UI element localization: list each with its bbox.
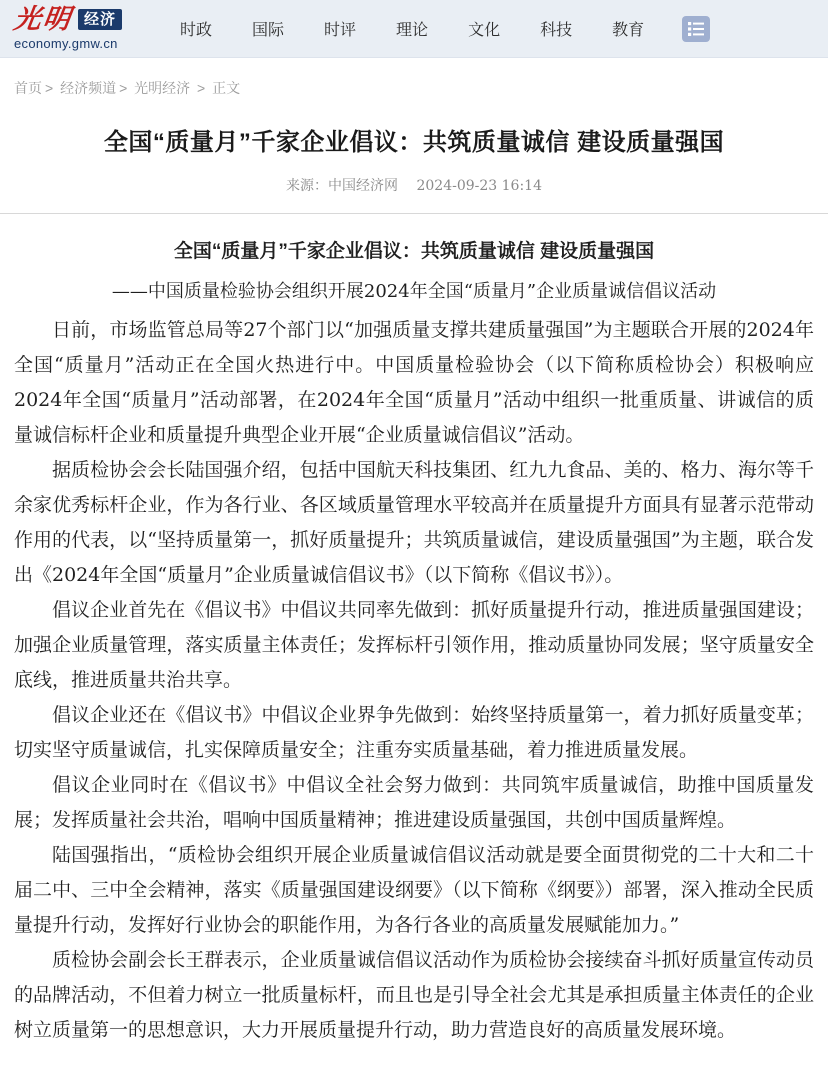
breadcrumb [0, 58, 828, 98]
breadcrumb-separator: > [197, 80, 206, 96]
article-paragraph: 据质检协会会长陆国强介绍，包括中国航天科技集团、红九九食品、美的、格力、海尔等千余家优秀标杆企业，作为各行业、各区域质量管理水平较高并在质量提升方面具有显著示范带动作用的代表，以“坚持质量第一，抓好质量提升；共筑质量诚信，建设质量强国”为主题，联合发出《2024年全国“质量月”企业质量诚信倡议书》（以下简称《倡议书》）。 [14, 459, 814, 586]
brand-channel-badge: 经济 [78, 9, 122, 30]
breadcrumb-channel[interactable]: 经济频道 [60, 80, 117, 96]
breadcrumb-home[interactable]: 首页 [14, 80, 42, 96]
article-paragraphs [14, 313, 814, 1048]
nav-item-shiping[interactable]: 时评 [324, 22, 357, 39]
publish-datetime: 2024-09-23 16:14 [416, 178, 542, 194]
main-nav [160, 9, 664, 48]
nav-item-jiaoyu[interactable]: 教育 [612, 22, 645, 39]
article-paragraph: 倡议企业还在《倡议书》中倡议企业界争先做到：始终坚持质量第一，着力抓好质量变革；切实坚守质量诚信，扎实保障质量安全；注重夯实质量基础，着力推进质量发展。 [14, 704, 814, 761]
article-paragraph: 倡议企业同时在《倡议书》中倡议全社会努力做到：共同筑牢质量诚信，助推中国质量发展；发挥质量社会共治，唱响中国质量精神；推进建设质量强国，共创中国质量辉煌。 [14, 774, 814, 831]
article-paragraph: 质检协会副会长王群表示，企业质量诚信倡议活动作为质检协会接续奋斗抓好质量宣传动员的品牌活动，不但着力树立一批质量标杆，而且也是引导全社会尤其是承担质量主体责任的企业树立质量第一的思想意识，大力开展质量提升行动，助力营造良好的高质量发展环境。 [14, 949, 814, 1041]
breadcrumb-section[interactable]: 光明经济 [134, 80, 191, 96]
nav-item-lilun[interactable]: 理论 [396, 22, 429, 39]
site-domain: economy.gmw.cn [14, 36, 118, 51]
article-paragraph: 陆国强指出，“质检协会组织开展企业质量诚信倡议活动就是要全面贯彻党的二十大和二十届二中、三中全会精神，落实《质量强国建设纲要》（以下简称《纲要》）部署，深入推动全民质量提升行动，发挥好行业协会的职能作用，为各行各业的高质量发展赋能加力。” [14, 844, 814, 936]
article-body [0, 236, 828, 1074]
breadcrumb-separator: > [45, 80, 54, 96]
breadcrumb-separator: > [119, 80, 128, 96]
article-body-heading: 全国“质量月”千家企业倡议：共筑质量诚信 建设质量强国 [173, 241, 655, 262]
site-logo[interactable] [11, 4, 146, 51]
nav-item-shizheng[interactable]: 时政 [180, 22, 213, 39]
nav-item-keji[interactable]: 科技 [540, 22, 573, 39]
source-line [0, 175, 828, 195]
article-body-subheading: ——中国质量检验协会组织开展2024年全国“质量月”企业质量诚信倡议活动 [111, 281, 717, 302]
list-icon [682, 16, 710, 42]
site-header [0, 0, 828, 58]
menu-list-icon[interactable] [682, 16, 710, 42]
source-label: 来源：中国经济网 [286, 178, 399, 194]
article-paragraph: 倡议企业首先在《倡议书》中倡议共同率先做到：抓好质量提升行动，推进质量强国建设；加强企业质量管理，落实质量主体责任；发挥标杆引领作用，推动质量协同发展；坚守质量安全底线，推进质量共治共享。 [14, 599, 814, 691]
nav-item-guoji[interactable]: 国际 [252, 22, 285, 39]
page-title: 全国“质量月”千家企业倡议：共筑质量诚信 建设质量强国 [103, 129, 725, 156]
article-paragraph: 日前，市场监管总局等27个部门以“加强质量支撑共建质量强国”为主题联合开展的2024年全国“质量月”活动正在全国火热进行中。中国质量检验协会（以下简称质检协会）积极响应2024年全国“质量月”活动部署，在2024年全国“质量月”活动中组织一批重质量、讲诚信的质量诚信标杆企业和质量提升典型企业开展“企业质量诚信倡议”活动。 [14, 319, 814, 446]
header-divider [0, 213, 828, 214]
nav-item-wenhua[interactable]: 文化 [468, 22, 501, 39]
brand-script-logo: 光明 [11, 4, 75, 35]
breadcrumb-current: 正文 [212, 80, 241, 96]
